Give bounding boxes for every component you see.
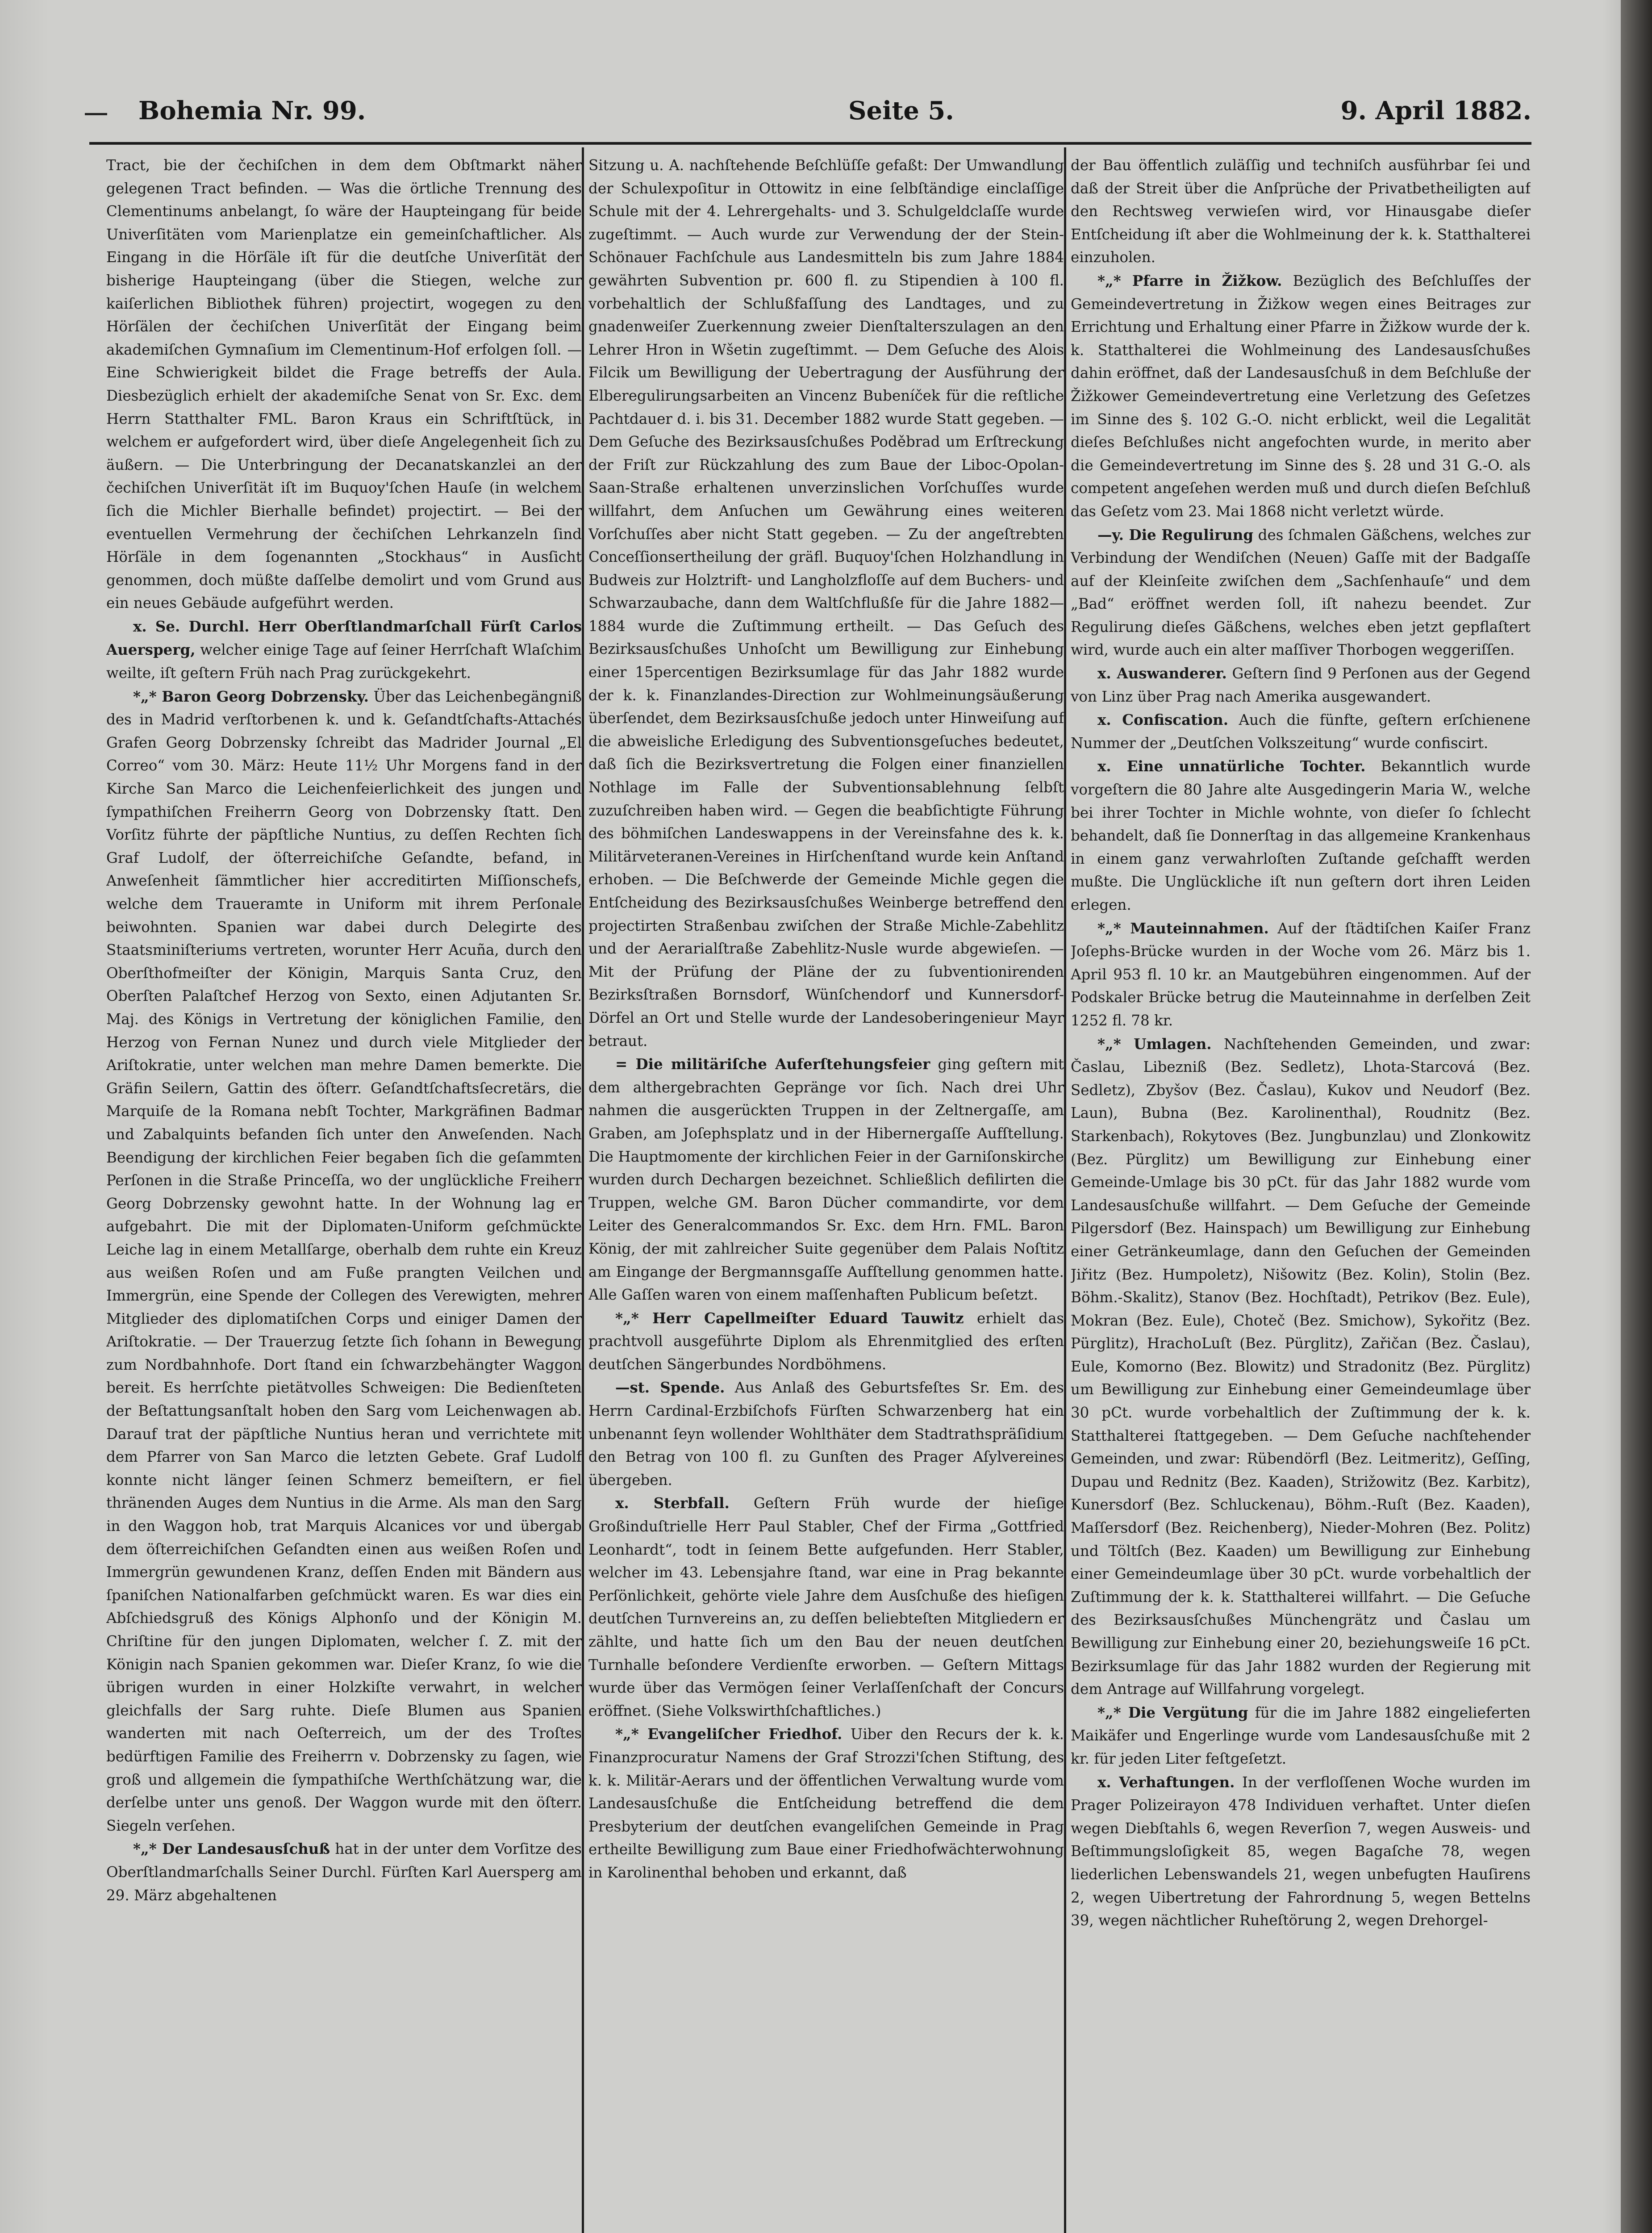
article-headline: = Die militäriſche Auferſtehungsfeier <box>615 1055 930 1073</box>
article-headline: x. Sterbfall. <box>615 1494 730 1512</box>
article-paragraph <box>106 615 582 685</box>
article-headline: *„* Herr Capellmeiſter Eduard Tauwitz <box>615 1309 964 1327</box>
article-headline: *„* Baron Georg Dobrzensky. <box>133 687 369 705</box>
header-date: 9. April 1882. <box>1340 96 1531 125</box>
article-paragraph <box>588 1376 1064 1492</box>
article-text: Nachſtehenden Gemeinden, und zwar: Časlau, Libezniß (Bez. Sedletz), Lhota-Starcová (Bez. Sedletz), Zbyšov (Bez. Časlau), Kukov und Neudorf (Bez. Laun), Bubna (Bez. Karolinenthal), Roudnitz (Bez. Starkenbach), Rokytoves (Bez. Jungbunzlau) und Zlonkowitz (Bez. Pürglitz) um Bewilligung zur Einhebung einer Gemeinde-Umlage bis 30 pCt. für das Jahr 1882 wurde vom Landesausſchuße willfahrt. — Dem Geſuche der Gemeinde Pilgersdorf (Bez. Hainspach) um Bewilligung zur Einhebung einer Getränkeumlage, dann den Geſuchen der Gemeinden Jiřitz (Bez. Humpoletz), Nišowitz (Bez. Kolin), Stolin (Bez. Böhm.-Skalitz), Stanov (Bez. Hochſtadt), Petrikov (Bez. Eule), Mokran (Bez. Eule), Choteč (Bez. Smichow), Sykořitz (Bez. Pürglitz), HrachoLuſt (Bez. Pürglitz), Zařičan (Bez. Časlau), Eule, Komorno (Bez. Blowitz) und Stradonitz (Bez. Pürglitz) um Bewilligung zur Einhebung einer Gemeindeumlage über 30 pCt. wurde vorbehaltlich der Zuſtimmung der k. k. Statthalterei ſtattgegeben. — Dem Geſuche nachſtehender Gemeinden, und zwar: Rübendörfl (Bez. Leitmeritz), Geſſing, Dupau und Rednitz (Bez. Kaaden), Strižowitz (Bez. Karbitz), Kunersdorf (Bez. Schluckenau), Böhm.-Ruſt (Bez. Kaaden), Maſſersdorf (Bez. Reichenberg), Nieder-Mohren (Bez. Politz) und Töltſch (Bez. Kaaden) um Bewilligung zur Einhebung einer Gemeindeumlage über 30 pCt. wurde vorbehaltlich der Zuſtimmung der k. k. Statthalterei willfahrt. — Die Geſuche des Bezirksausſchußes Münchengrätz und Časlau um Bewilligung zur Einhebung einer 20, beziehungsweiſe 16 pCt. Bezirksumlage für das Jahr 1882 wurden der Regierung mit dem Antrage auf Willfahrung vorgelegt. <box>1071 1035 1531 1698</box>
article-paragraph <box>1071 1771 1531 1932</box>
article-paragraph <box>1071 662 1531 708</box>
scan-edge-shadow <box>1621 0 1652 2233</box>
article-paragraph <box>588 1492 1064 1723</box>
page-header <box>89 96 1531 132</box>
header-rule <box>89 142 1531 145</box>
column-2 <box>588 154 1064 2233</box>
article-text: für die im Jahre 1882 eingelieferten Maikäfer und Engerlinge wurde vom Landesausſchuße mit 2 kr. für jeden Liter feſtgeſetzt. <box>1071 1704 1531 1767</box>
article-headline: —y. Die Regulirung <box>1097 526 1254 544</box>
article-headline: —st. Spende. <box>615 1379 725 1397</box>
article-headline: x. Confiscation. <box>1097 711 1229 729</box>
header-dash <box>85 113 107 115</box>
article-text: des ſchmalen Gäßchens, welches zur Verbindung der Wendiſchen (Neuen) Gaſſe mit der Badgaſſe auf der Kleinſeite zwiſchen dem „Sachſenhauſe“ und dem „Bad“ eröffnet werden ſoll, iſt nahezu beendet. Zur Regulirung dieſes Gäßchens, welches eben jetzt gepflaſtert wird, wurde auch ein alter maſſiver Thorbogen weggeriſſen. <box>1071 526 1531 659</box>
article-paragraph <box>1071 1033 1531 1701</box>
article-headline: x. Verhaftungen. <box>1097 1773 1235 1791</box>
article-text: Geſtern ſind 9 Perſonen aus der Gegend von Linz über Prag nach Amerika ausgewandert. <box>1071 665 1531 705</box>
article-paragraph <box>588 1307 1064 1376</box>
article-text: In der verfloſſenen Woche wurden im Prager Polizeirayon 478 Individuen verhaftet. Unter dieſen wegen Diebſtahls 6, wegen Reverſion 7, wegen Ausweis- und Beſtimmungsloſigkeit 85, wegen Bagaſche 78, wegen liederlichen Lebenswandels 21, wegen unbefugten Hauſirens 2, wegen Uibertretung der Fahrordnung 5, wegen Bettelns 39, wegen nächtlicher Ruheſtörung 2, wegen Drehorgel- <box>1071 1773 1531 1929</box>
column-divider-2 <box>1064 147 1066 2233</box>
article-headline: *„* Der Landesausſchuß <box>133 1840 330 1858</box>
article-headline: x. Auswanderer. <box>1097 665 1227 682</box>
article-paragraph <box>1071 708 1531 755</box>
article-paragraph <box>1071 523 1531 662</box>
column-divider-1 <box>582 147 584 2233</box>
article-paragraph: Sitzung u. A. nachſtehende Beſchlüſſe gefaßt: Der Umwandlung der Schulexpoſitur in Ottowitz in eine ſelbſtändige einclaſſige Schule mit der 4. Lehrergehalts- und 3. Schulgeldclaſſe wurde zugeſtimmt. — Auch wurde zur Verwendung der der Stein-Schönauer Fachſchule aus Landesmitteln bis zum Jahre 1884 gewährten Subvention pr. 600 fl. zu Stipendien à 100 fl. vorbehaltlich der Schlußfaſſung des Landtages, und zu gnadenweiſer Zuerkennung zweier Dienſtalterszulagen an den Lehrer Hron in Wšetin zugeſtimmt. — Dem Geſuche des Alois Filcik um Bewilligung der Uebertragung der Ausführung der Elberegulirungsarbeiten an Vincenz Bubeníček für die reſtliche Pachtdauer d. i. bis 31. December 1882 wurde Statt gegeben. — Dem Geſuche des Bezirksausſchußes Poděbrad um Erſtreckung der Friſt zur Rückzahlung des zum Baue der Liboc-Opolan-Saan-Straße erhaltenen unverzinslichen Vorſchuſſes wurde willfahrt, dem Anſuchen um Gewährung eines weiteren Vorſchuſſes aber nicht Statt gegeben. — Zu der angeſtrebten Conceſſionsertheilung der gräfl. Buquoy'ſchen Holzhandlung in Budweis zur Holztrift- und Langholzfloſſe auf dem Buchers- und Schwarzaubache, dann dem Waltſchflußſe für die Jahre 1882—1884 wurde die Zuſtimmung ertheilt. — Das Geſuch des Bezirksausſchußes Unhoſcht um Bewilligung zur Einhebung einer 15percentigen Bezirksumlage für das Jahr 1882 wurde der k. k. Finanzlandes-Direction zur Wohlmeinungsäußerung überſendet, dem Bezirksausſchuße jedoch unter Hinweiſung auf die abweisliche Erledigung des Subventionsgeſuches bedeutet, daß ſich die Bezirksvertretung die Folgen einer finanziellen Nothlage im Falle der Subventionsablehnung ſelbſt zuzuſchreiben haben wird. — Gegen die beabſichtigte Führung des böhmiſchen Landeswappens in der Vereinsfahne des k. k. Militärveteranen-Vereines in Hirſchenſtand wurde kein Anſtand erhoben. — Die Beſchwerde der Gemeinde Michle gegen die Entſcheidung des Bezirksausſchußes Weinberge betreffend den projectirten Straßenbau zwiſchen der Straße Michle-Zabehlitz und der Aerarialſtraße Zabehlitz-Nusle wurde abgewieſen. — Mit der Prüfung der Pläne der zu ſubventionirenden Bezirksſtraßen Bornsdorf, Wünſchendorf und Kunnersdorf-Dörfel an Ort und Stelle wurde der Landesoberingenieur Mayr betraut. <box>588 157 1064 1050</box>
article-paragraph <box>1071 269 1531 523</box>
article-text: Uiber den Recurs der k. k. Finanzprocuratur Namens der Graf Strozzi'ſchen Stiftung, des k. k. Militär-Aerars und der öffentlichen Verwaltung wurde vom Landesausſchuße die Entſcheidung betreffend die dem Presbyterium der deutſchen evangeliſchen Gemeinde in Prag ertheilte Bewilligung zum Baue einer Friedhofwächterwohnung in Karolinenthal behoben und erkannt, daß <box>588 1726 1064 1881</box>
article-text: Bekanntlich wurde vorgeſtern die 80 Jahre alte Ausgedingerin Maria W., welche bei ihrer Tochter in Michle wohnte, von dieſer ſo ſchlecht behandelt, daß ſie Donnerſtag in das allgemeine Krankenhaus in einem ganz verwahrloſten Zuſtande geſchafft werden mußte. Die Unglückliche iſt nun geſtern dort ihren Leiden erlegen. <box>1071 758 1531 913</box>
article-paragraph: Tract, bie der čechiſchen in dem dem Obſtmarkt näher gelegenen Tract befinden. — Was die örtliche Trennung des Clementinums anbelangt, ſo wäre der Haupteingang für beide Univerſitäten vom Marienplatze ein gemeinſchaftlicher. Als Eingang in die Hörſäle iſt für die deutſche Univerſität der bisherige Haupteingang (über die Stiegen, welche zur kaiſerlichen Bibliothek führen) projectirt, wogegen zu den Hörſälen der čechiſchen Univerſität der Eingang beim akademiſchen Gymnaſium im Clementinum-Hof erfolgen ſoll. — Eine Schwierigkeit bildet die Frage betreffs der Aula. Diesbezüglich erhielt der akademiſche Senat von Sr. Exc. dem Herrn Statthalter FML. Baron Kraus ein Schriftſtück, in welchem er aufgefordert wird, über dieſe Angelegenheit ſich zu äußern. — Die Unterbringung der Decanatskanzlei an der čechiſchen Univerſität iſt im Buquoy'ſchen Hauſe (in welchem ſich die Michler Bierhalle befindet) projectirt. — Bei der eventuellen Vermehrung der čechiſchen Lehrkanzeln ſind Hörſäle in dem ſogenannten „Stockhaus“ in Ausſicht genommen, doch müßte daſſelbe demolirt und vom Grund aus ein neues Gebäude aufgeführt werden. <box>106 157 582 612</box>
article-headline: *„* Umlagen. <box>1097 1035 1212 1053</box>
article-text: Aus Anlaß des Geburtsfeſtes Sr. Em. des Herrn Cardinal-Erzbiſchofs Fürſten Schwarzenberg hat ein unbenannt ſeyn wollender Wohlthäter dem Stadtrathspräſidium den Betrag von 100 fl. zu Gunſten des Prager Aſylvereines übergeben. <box>588 1379 1064 1489</box>
article-headline: x. Eine unnatürliche Tochter. <box>1097 757 1366 775</box>
article-paragraph: der Bau öffentlich zuläſſig und techniſch ausführbar ſei und daß der Streit über die Anſprüche der Privatbetheiligten auf den Rechtsweg verwieſen wird, vor Hinausgabe dieſer Entſcheidung iſt aber die Wohlmeinung der k. k. Statthalterei einzuholen. <box>1071 157 1531 266</box>
header-page-number: Seite 5. <box>848 96 954 125</box>
article-paragraph <box>106 685 582 1838</box>
article-paragraph <box>588 1053 1064 1307</box>
article-paragraph <box>588 1723 1064 1884</box>
article-headline: *„* Pfarre in Žižkow. <box>1097 272 1282 289</box>
column-3 <box>1071 154 1531 2233</box>
article-paragraph <box>1071 1701 1531 1771</box>
article-headline: *„* Mauteinnahmen. <box>1097 919 1269 937</box>
article-paragraph <box>106 1837 582 1907</box>
article-text: ging geſtern mit dem althergebrachten Gepränge vor ſich. Nach drei Uhr nahmen die ausgerückten Truppen in der Zeltnergaſſe, am Graben, am Joſephsplatz und in der Hibernergaſſe Aufſtellung. Die Hauptmomente der kirchlichen Feier in der Garniſonskirche wurden durch Dechargen bezeichnet. Schließlich defilirten die Truppen, welche GM. Baron Dücher commandirte, vor dem Leiter des Generalcommandos Sr. Exc. dem Hrn. FML. Baron König, der mit zahlreicher Suite gegenüber dem Palais Noſtitz am Eingange der Bergmannsgaſſe Aufſtellung genommen hatte. Alle Gaſſen waren von einem maſſenhaften Publicum beſetzt. <box>588 1056 1064 1304</box>
column-1 <box>106 154 582 2233</box>
article-headline: *„* Die Vergütung <box>1097 1703 1248 1721</box>
article-text: hat in der unter dem Vorſitze des Oberſtlandmarſchalls Seiner Durchl. Fürſten Karl Auersperg am 29. März abgehaltenen <box>106 1840 582 1904</box>
article-text: Auch die fünfte, geſtern erſchienene Nummer der „Deutſchen Volkszeitung“ wurde confiscirt. <box>1071 711 1531 752</box>
article-text: Über das Leichenbegängniß des in Madrid verſtorbenen k. und k. Geſandtſchafts-Attachés Grafen Georg Dobrzensky ſchreibt das Madrider Journal „El Correo“ vom 30. März: Heute 11½ Uhr Morgens fand in der Kirche San Marco die Leichenfeierlichkeit des jungen und ſympathiſchen Freiherrn Georg von Dobrzensky ſtatt. Den Vorſitz führte der päpſtliche Nuntius, zu deſſen Rechten ſich Graf Ludolf, der öſterreichiſche Geſandte, befand, in Anweſenheit ſämmtlicher hier accreditirten Miſſionschefs, welche dem Traueramte in Uniform mit ihrem Perſonale beiwohnten. Spanien war dabei durch Delegirte des Staatsminiſteriums vertreten, worunter Herr Acuña, durch den Oberſthofmeiſter der Königin, Marquis Santa Cruz, den Oberſten Palaſtchef Herzog von Sexto, einen Adjutanten Sr. Maj. des Königs in Vertretung der königlichen Familie, den Herzog von Fernan Nunez und durch viele Mitglieder der Ariſtokratie, unter welchen man mehre Damen bemerkte. Die Gräfin Seilern, Gattin des öſterr. Geſandtſchaftsſecretärs, die Marquiſe de la Romana nebſt Tochter, Markgräfinen Badmar und Zabalquints befanden ſich unter den Anweſenden. Nach Beendigung der kirchlichen Feier begaben ſich die geſammten Perſonen in die Straße Princeſſa, wo der unglückliche Freiherr Georg Dobrzensky gewohnt hatte. In der Wohnung lag er aufgebahrt. Die mit der Diplomaten-Uniform geſchmückte Leiche lag in einem Metallſarge, oberhalb dem ruhte ein Kreuz aus weißen Roſen und am Fuße prangten Veilchen und Immergrün, eine Spende der Collegen des Verewigten, mehrer Mitglieder des diplomatiſchen Corps und einiger Damen der Ariſtokratie. — Der Trauerzug ſetzte ſich ſohann in Bewegung zum Nordbahnhofe. Dort ſtand ein ſchwarzbehängter Waggon bereit. Es herrſchte pietätvolles Schweigen: Die Bedienſteten der Beſtattungsanſtalt hoben den Sarg vom Leichenwagen ab. Darauf trat der päpſtliche Nuntius heran und verrichtete mit dem Pfarrer von San Marco die letzten Gebete. Graf Ludolf konnte nicht länger ſeinen Schmerz bemeiſtern, er fiel thränenden Auges dem Nuntius in die Arme. Als man den Sarg in den Waggon hob, trat Marquis Alcanices vor und übergab dem öſterreichiſchen Geſandten einen aus weißen Roſen und Immergrün gewundenen Kranz, deſſen Enden mit Bändern aus ſpaniſchen Nationalfarben geſchmückt waren. Es war dies ein Abſchiedsgruß des Königs Alphonſo und der Königin M. Chriſtine für den jungen Diplomaten, welcher ſ. Z. mit der Königin nach Spanien gekommen war. Dieſer Kranz, ſo wie die übrigen wurden in einer Holzkiſte verwahrt, in welcher gleichfalls der Sarg ruhte. Dieſe Blumen aus Spanien wanderten mit nach Oeſterreich, um der des Troſtes bedürftigen Familie des Freiherrn v. Dobrzensky zu ſagen, wie groß und allgemein die ſympathiſche Werthſchätzung war, die derſelbe unter uns genoß. Der Waggon wurde mit den öſterr. Siegeln verſehen. <box>106 688 582 1834</box>
article-paragraph <box>1071 755 1531 916</box>
article-text: Auf der ſtädtiſchen Kaiſer Franz Joſephs-Brücke wurden in der Woche vom 26. März bis 1. April 953 fl. 10 kr. an Mautgebühren eingenommen. Auf der Podskaler Brücke betrug die Mauteinnahme in derſelben Zeit 1252 fl. 78 kr. <box>1071 920 1531 1029</box>
article-text: erhielt das prachtvoll ausgeführte Diplom als Ehrenmitglied des erſten deutſchen Sängerbundes Nordböhmens. <box>588 1309 1064 1373</box>
article-paragraph <box>1071 917 1531 1033</box>
article-text: welcher einige Tage auf ſeiner Herrſchaft Wlaſchim weilte, iſt geſtern Früh nach Prag zurückgekehrt. <box>106 641 582 682</box>
header-paper-issue: Bohemia Nr. 99. <box>138 96 366 125</box>
article-headline: x. Se. Durchl. Herr Oberſtlandmarſchall Fürſt Carlos Auersperg, <box>106 617 582 659</box>
article-text: Geſtern Früh wurde der hieſige Großinduſtrielle Herr Paul Stabler, Chef der Firma „Gottfried Leonhardt“, todt in ſeinem Bette aufgefunden. Herr Stabler, welcher im 43. Lebensjahre ſtand, war eine in Prag bekannte Perſönlichkeit, gehörte viele Jahre dem Ausſchuße des hieſigen deutſchen Turnvereins an, zu deſſen beliebteſten Mitgliedern er zählte, und hatte ſich um den Bau der neuen deutſchen Turnhalle beſondere Verdienſte erworben. — Geſtern Mittags wurde über das Vermögen ſeiner Verlaſſenſchaft der Concurs eröffnet. (Siehe Volkswirthſchaftliches.) <box>588 1495 1064 1719</box>
article-headline: *„* Evangeliſcher Friedhof. <box>615 1725 843 1743</box>
article-text: Bezüglich des Beſchluſſes der Gemeindevertretung in Žižkow wegen eines Beitrages zur Errichtung und Erhaltung einer Pfarre in Žižkow wurde der k. k. Statthalterei die Wohlmeinung des Landesausſchußes dahin eröffnet, daß der Landesausſchuß in dem Beſchluße der Žižkower Gemeindevertretung eine Verletzung des Geſetzes im Sinne des §. 102 G.-O. nicht erblickt, weil die Legalität dieſes Beſchlußes nicht angefochten wurde, in merito aber die Gemeindevertretung im Sinne des §. 28 und 31 G.-O. als competent angeſehen werden muß und durch dieſen Beſchluß das Geſetz vom 23. Mai 1868 nicht verletzt würde. <box>1071 272 1531 520</box>
